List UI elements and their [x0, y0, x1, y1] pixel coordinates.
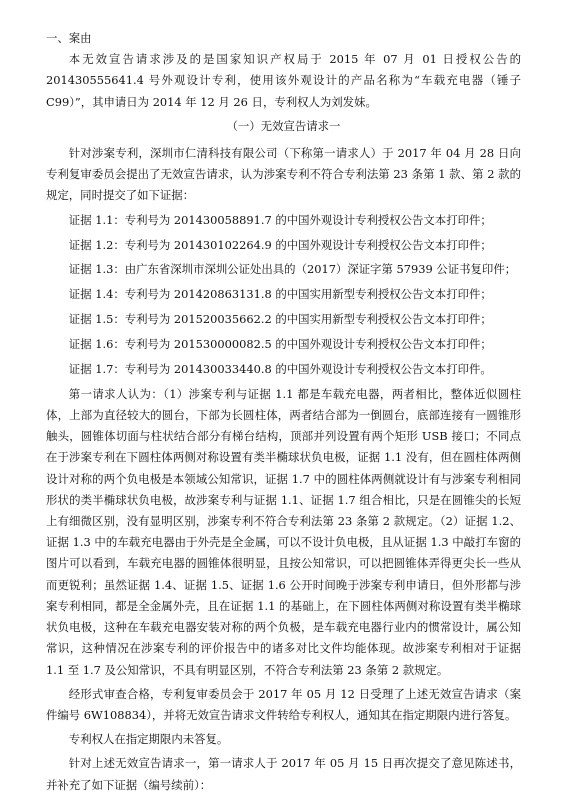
evidence-item: 证据 1.6：专利号为 201530000082.5 的中国外观设计专利授权公告文本打印件； — [68, 337, 492, 352]
intro-paragraph: 本无效宣告请求涉及的是国家知识产权局于 2015 年 07 月 01 日授权公告的 201430555641.4 号外观设计专利，使用该外观设计的产品名称为“车载充电器（锤子 C99）”，其申请日为 2014 年 12 月 26 日，专利权人为刘发妹。 — [46, 52, 521, 109]
argument-paragraph: 第一请求人认为：（1）涉案专利与证据 1.1 都是车载充电器，两者相比，整体近似圆柱体，上部为直径较大的圆台，下部为长圆柱体，两者结合部为一倒圆台，底部连接有一圆锥形触头，圆锥体切面与柱状结合部分有梯台结构，顶部并列设置有两个矩形 USB 接口；不同点在于涉案专利在下圆柱体两侧对称设置有类半椭球状负电极，证据 1.1 没有，但在圆柱体两侧设计对称的两个负电极是本领域公知常识，证据 1.7 中的圆柱体两侧就设计有与涉案专利相同形状的类半椭球状负电极，故涉案专利与证据 1.1、证据 1.7 组合相比，只是在圆锥尖的长短上有细微区别，没有显明区别，涉案专利不符合专利法第 23 条第 2 款规定。（2）证据 1.2、证据 1.3 中的车载充电器由于外壳是全金属，可以不设计负电极，且从证据 1.3 中敲打车窗的图片可以看到，车载充电器的圆锥体很明显，且按公知常识，可以把圆锥体弄得更尖长一些从而更锐利；虽然证据 1.4、证据 1.5、证据 1.6 公开时间晚于涉案专利申请日，但外形都与涉案专利相同，都是全金属外壳，且在证据 1.1 的基础上，在下圆柱体两侧对称设置有类半椭球状负电极，这种在车载充电器安装对称的两个负极，是车载充电器行业内的惯常设计，属公知常识，这种情况在涉案专利的评价报告中的诸多对比文件均能体现。故涉案专利相对于证据 1.1 至 1.7 及公知常识，不具有明显区别，不符合专利法第 23 条第 2 款规定。 — [46, 386, 521, 677]
evidence-item: 证据 1.1：专利号为 201430058891.7 的中国外观设计专利授权公告文本打印件； — [68, 212, 492, 227]
review-paragraph: 经形式审查合格，专利复审委员会于 2017 年 05 月 12 日受理了上述无效宣告请求（案件编号 6W108834），并将无效宣告请求文件转给专利权人，通知其在指定期限内进行答复。 — [46, 686, 521, 722]
evidence-item: 证据 1.5：专利号为 201520035662.2 的中国实用新型专利授权公告文本打印件； — [68, 312, 492, 327]
evidence-item: 证据 1.3：由广东省深圳市深圳公证处出具的（2017）深证字第 57939 公证书复印件； — [68, 262, 517, 277]
evidence-item: 证据 1.4：专利号为 201420863131.8 的中国实用新型专利授权公告文本打印件； — [68, 287, 492, 302]
request-paragraph: 针对涉案专利，深圳市仁清科技有限公司（下称第一请求人）于 2017 年 04 月 28 日向专利复审委员会提出了无效宣告请求，认为涉案专利不符合专利法第 23 条第 1 款、第 2 款的规定，同时提交了如下证据： — [46, 146, 521, 203]
owner-paragraph: 专利权人在指定期限内未答复。 — [68, 732, 229, 747]
last-paragraph: 针对上述无效宣告请求一，第一请求人于 2017 年 05 月 15 日再次提交了意见陈述书，并补充了如下证据（编号续前）： — [46, 756, 521, 792]
subheading: （一）无效宣告请求一 — [226, 118, 341, 133]
section-heading: 一、案由 — [46, 31, 92, 45]
evidence-item: 证据 1.2：专利号为 201430102264.9 的中国外观设计专利授权公告文本打印件； — [68, 237, 492, 252]
evidence-item: 证据 1.7：专利号为 201430033440.8 的中国外观设计专利授权公告文本打印件。 — [68, 361, 492, 376]
